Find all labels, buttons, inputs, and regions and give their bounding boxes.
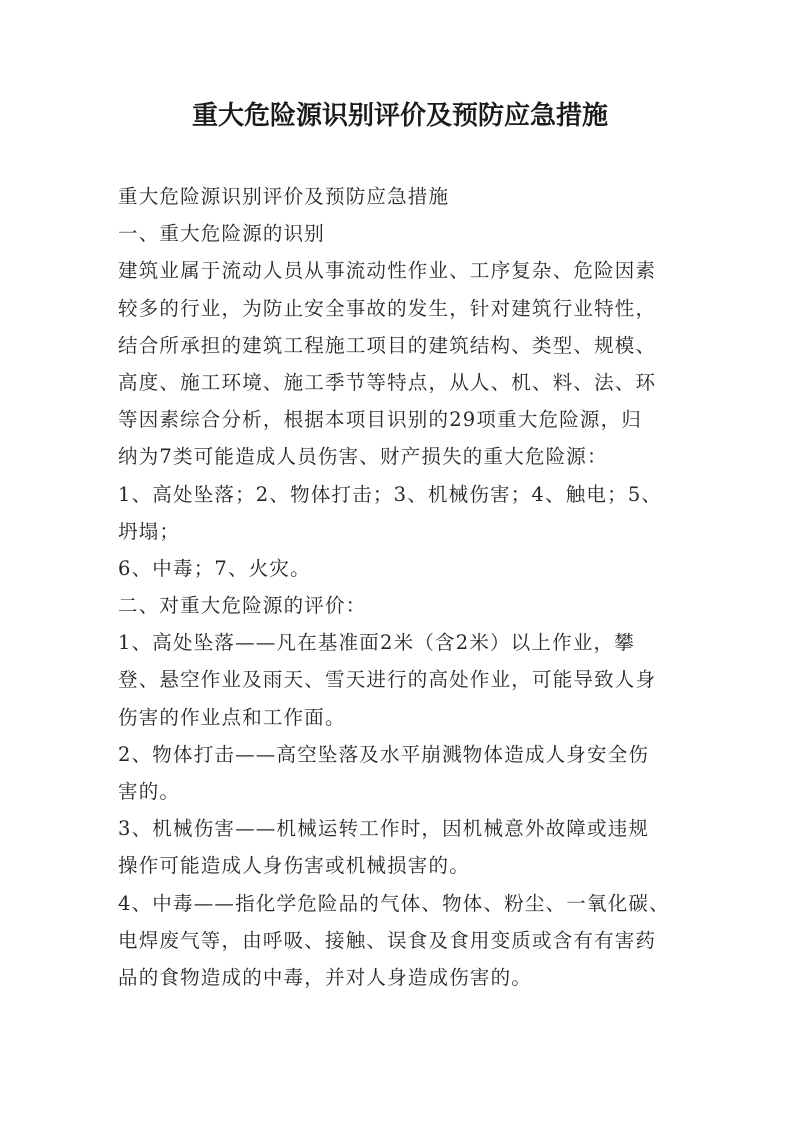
section-heading-evaluation: 二、对重大危险源的评价： (118, 594, 367, 618)
evaluation-item-line: 2、物体打击——高空坠落及水平崩溅物体造成人身安全伤 (118, 742, 650, 766)
hazard-list-line: 1、高处坠落；2、物体打击；3、机械伤害；4、触电；5、 (118, 482, 663, 506)
body-line: 高度、施工环境、施工季节等特点，从人、机、料、法、环 (118, 370, 657, 394)
body-line: 等因素综合分析，根据本项目识别的29项重大危险源，归 (118, 408, 643, 432)
body-line: 纳为7类可能造成人员伤害、财产损失的重大危险源： (118, 445, 608, 469)
evaluation-item-line: 品的食物造成的中毒，并对人身造成伤害的。 (118, 965, 533, 989)
hazard-list-line: 6、中毒；7、火灾。 (118, 556, 311, 580)
body-line: 结合所承担的建筑工程施工项目的建筑结构、类型、规模、 (118, 333, 657, 357)
section-heading-identification: 一、重大危险源的识别 (118, 222, 326, 246)
evaluation-item-line: 电焊废气等，由呼吸、接触、误食及食用变质或含有有害药 (118, 928, 657, 952)
evaluation-item-line: 4、中毒——指化学危险品的气体、物体、粉尘、一氧化碳、 (118, 891, 670, 915)
evaluation-item-line: 操作可能造成人身伤害或机械损害的。 (118, 854, 470, 878)
page-title: 重大危险源识别评价及预防应急措施 (191, 101, 608, 131)
document-body (118, 178, 692, 996)
evaluation-item-line: 1、高处坠落——凡在基准面2米（含2米）以上作业，攀 (118, 631, 635, 655)
evaluation-item-line: 害的。 (118, 780, 181, 803)
evaluation-item-line: 3、机械伤害——机械运转工作时，因机械意外故障或违规 (118, 817, 650, 841)
body-line: 建筑业属于流动人员从事流动性作业、工序复杂、危险因素 (118, 259, 657, 283)
evaluation-item-line: 伤害的作业点和工作面。 (118, 705, 346, 729)
hazard-list-line: 坍塌； (118, 519, 181, 543)
body-line-subtitle: 重大危险源识别评价及预防应急措施 (118, 185, 450, 208)
body-line: 较多的行业，为防止安全事故的发生，针对建筑行业特性， (118, 296, 657, 320)
evaluation-item-line: 登、悬空作业及雨天、雪天进行的高处作业，可能导致人身 (118, 668, 657, 692)
